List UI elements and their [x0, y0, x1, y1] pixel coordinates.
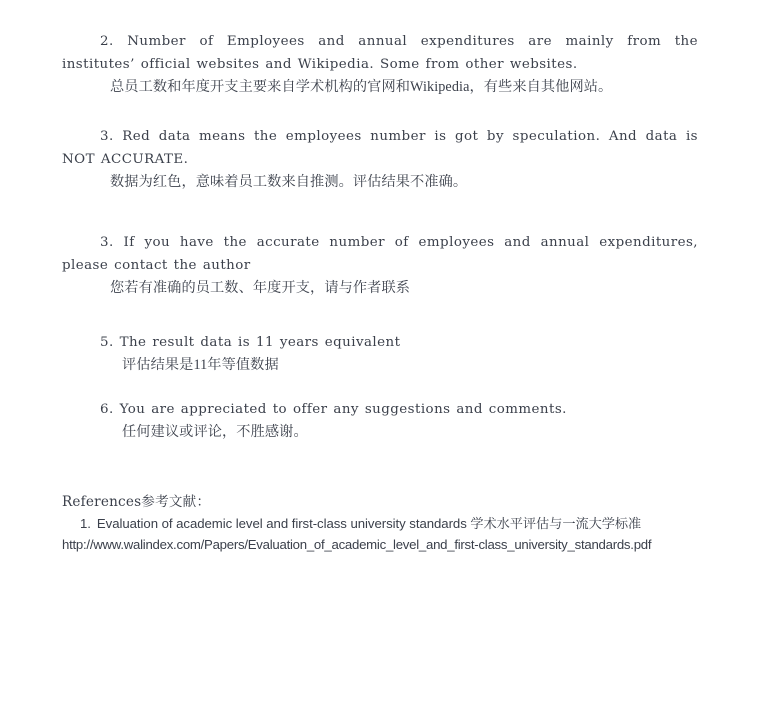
note-english-text: 3. Red data means the employees number is got by speculation. And data is NOT ACCURATE.: [62, 129, 698, 167]
note-english-text: 2. Number of Employees and annual expenditures are mainly from the institutes’ official websites and Wikipedia. Some from other websites.: [62, 34, 698, 72]
note-chinese-text: 您若有准确的员工数、年度开支，请与作者联系: [110, 280, 411, 296]
note-block-2: [62, 30, 698, 99]
reference-url[interactable]: http://www.walindex.com/Papers/Evaluation_of_academic_level_and_first-class_university_standards.pdf: [62, 537, 652, 552]
note-block-3a: [62, 125, 698, 194]
note-block-5: [62, 331, 698, 377]
note-english-text: 6. You are appreciated to offer any suggestions and comments.: [100, 402, 567, 417]
note-english-text: 3. If you have the accurate number of employees and annual expenditures, please contact the author: [62, 235, 698, 273]
reference-title: Evaluation of academic level and first-class university standards 学术水平评估与一流大学标准: [96, 516, 642, 531]
references-section: [62, 492, 712, 555]
note-block-6: [62, 398, 698, 444]
reference-number: 1.: [80, 516, 91, 531]
note-block-3b: [62, 231, 698, 300]
note-chinese-text: 评估结果是11年等值数据: [122, 357, 279, 373]
references-heading: References参考文献：: [62, 494, 211, 510]
note-chinese-text: 任何建议或评论，不胜感谢。: [122, 424, 308, 440]
note-english-text: 5. The result data is 11 years equivalent: [100, 335, 401, 350]
note-chinese-text: 总员工数和年度开支主要来自学术机构的官网和Wikipedia，有些来自其他网站。: [110, 79, 613, 95]
note-chinese-text: 数据为红色，意味着员工数来自推测。评估结果不准确。: [110, 174, 468, 190]
reference-item: [62, 513, 712, 534]
